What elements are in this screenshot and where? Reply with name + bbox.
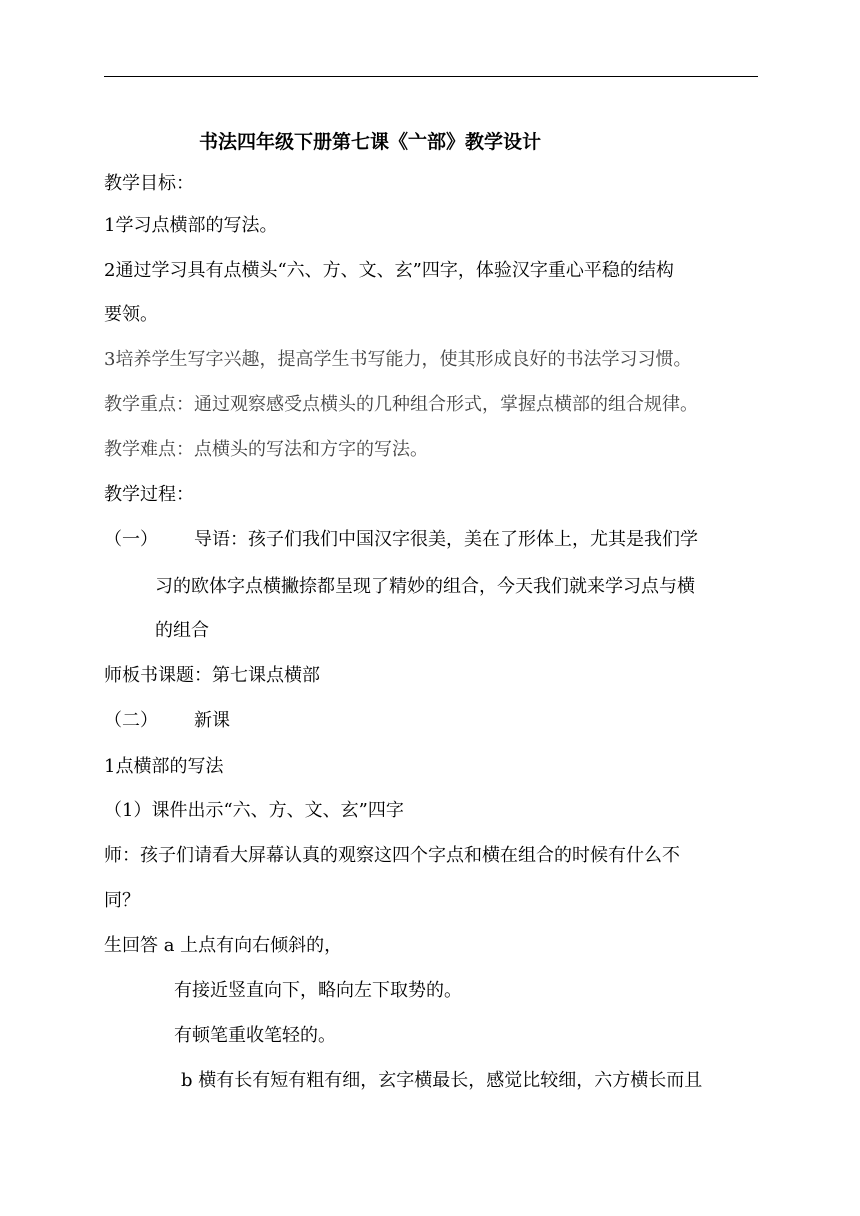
key-points: 教学重点：通过观察感受点横头的几种组合形式，掌握点横部的组合规律。 (104, 394, 698, 415)
step-2-marker: （二） (104, 710, 158, 731)
teacher-question-line-2: 同？ (104, 890, 140, 911)
objective-2-line-2: 要领。 (104, 304, 158, 325)
objectives-heading: 教学目标： (104, 173, 194, 194)
board-title: 师板书课题：第七课点横部 (104, 665, 320, 686)
document-title: 书法四年级下册第七课《亠部》教学设计 (199, 131, 542, 153)
process-heading: 教学过程： (104, 484, 194, 505)
step-1-line-2: 习的欧体字点横撇捺都呈现了精妙的组合，今天我们就来学习点与横 (155, 576, 695, 597)
teacher-question-line-1: 师：孩子们请看大屏幕认真的观察这四个字点和横在组合的时候有什么不 (104, 845, 680, 866)
student-answer-line-1: 生回答 a 上点有向右倾斜的， (104, 935, 343, 956)
difficult-points: 教学难点：点横头的写法和方字的写法。 (104, 439, 428, 460)
objective-3: 3培养学生写字兴趣，提高学生书写能力，使其形成良好的书法学习习惯。 (104, 349, 692, 370)
step-1-line-3: 的组合 (155, 620, 209, 641)
student-answer-line-3: 有顿笔重收笔轻的。 (174, 1025, 336, 1046)
section-1: 1点横部的写法 (104, 756, 224, 777)
step-1-marker: （一） (104, 529, 158, 550)
objective-1: 1学习点横部的写法。 (104, 215, 278, 236)
student-answer-b-line-1: b 横有长有短有粗有细，玄字横最长，感觉比较细，六方横长而且 (181, 1070, 703, 1091)
step-2-label: 新课 (194, 710, 230, 731)
objective-2-line-1: 2通过学习具有点横头“六、方、文、玄”四字，体验汉字重心平稳的结构 (104, 260, 674, 281)
step-1-line-1: 导语：孩子们我们中国汉字很美，美在了形体上，尤其是我们学 (194, 529, 698, 550)
section-1-1: （1）课件出示“六、方、文、玄”四字 (104, 800, 404, 821)
student-answer-line-2: 有接近竖直向下，略向左下取势的。 (174, 980, 462, 1001)
header-rule (104, 76, 758, 77)
